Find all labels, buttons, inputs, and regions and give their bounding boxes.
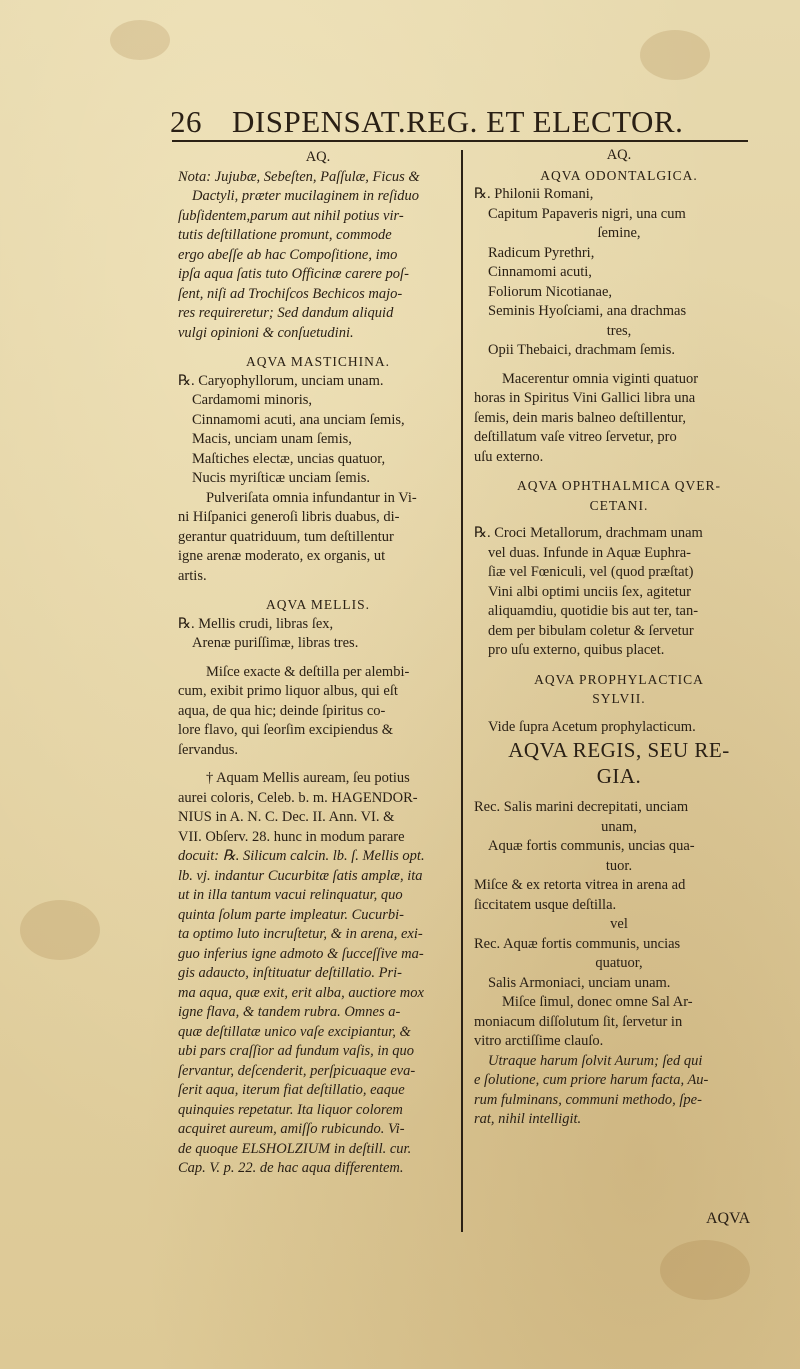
text-line: lb. vj. indantur Cucurbitæ ſatis amplæ, ita <box>178 867 423 884</box>
text-line: ma aqua, quæ exit, erit alba, auctiore mox <box>178 984 424 1001</box>
text-line: Miſce exacte & deſtilla per alembi- <box>206 663 410 680</box>
spacer <box>474 661 764 670</box>
left-column <box>178 148 458 1179</box>
section-heading: AQVA REGIS, SEU RE- <box>508 738 730 762</box>
spacer <box>178 654 458 663</box>
text-line: quinquies repetatur. Ita liquor colorem <box>178 1101 403 1118</box>
text-line: quatuor, <box>595 955 643 971</box>
text-line: cum, exibit primo liquor albus, qui eſt <box>178 683 398 699</box>
running-title: DISPENSAT.REG. ET ELECTOR. <box>232 104 684 139</box>
text-line: AQ. <box>305 149 331 165</box>
text-line: Salis Armoniaci, unciam unam. <box>488 974 671 991</box>
text-line: Macis, unciam unam ſemis, <box>192 431 352 447</box>
text-line: Cap. V. p. 22. de hac aqua differentem. <box>178 1160 404 1176</box>
text-line: Miſce ſimul, donec omne Sal Ar- <box>502 994 693 1010</box>
paper-stain <box>20 900 100 960</box>
text-line: ℞. Mellis crudi, libras ſex, <box>178 615 334 632</box>
section-heading: AQVA PROPHYLACTICA <box>534 671 704 687</box>
text-line: VII. Obſerv. 28. hunc in modum parare <box>178 828 405 845</box>
text-line: Vide ſupra Acetum prophylacticum. <box>488 718 696 735</box>
text-line: Utraque harum ſolvit Aurum; ſed qui <box>488 1052 703 1069</box>
text-line: Aquæ fortis communis, uncias qua- <box>488 838 695 854</box>
paper-stain <box>640 30 710 80</box>
text-line: ta optimo luto incruſtetur, & in arena, exi- <box>178 926 423 942</box>
text-line: ſubſidentem,parum aut nihil potius vir- <box>178 207 404 224</box>
text-line: aqua, de qua hic; deinde ſpiritus co- <box>178 702 386 719</box>
text-line: aliquamdiu, quotidie bis aut ter, tan- <box>488 603 699 619</box>
column-divider <box>461 150 463 1232</box>
text-line: tres, <box>606 322 632 339</box>
spacer <box>178 586 458 595</box>
text-line: horas in Spiritus Vini Gallici libra una <box>474 390 696 406</box>
spacer <box>474 361 764 370</box>
text-line: gerantur quatriduum, tum deſtillentur <box>178 528 394 545</box>
spacer <box>474 789 764 798</box>
text-line: e ſolutione, cum priore harum facta, Au- <box>474 1072 709 1088</box>
text-line: Cinnamomi acuti, ana unciam ſemis, <box>192 411 405 428</box>
text-line: igne arenæ moderato, ex organis, ut <box>178 548 386 564</box>
text-line: ſerit aqua, iterum fiat deſtillatio, eaque <box>178 1082 405 1098</box>
text-line: ſiæ vel Fœniculi, vel (quod præſtat) <box>488 564 694 580</box>
text-line: tuor. <box>605 857 633 874</box>
text-line: moniacum diſſolutum ſit, ſervetur in <box>474 1013 683 1030</box>
running-header <box>170 104 750 144</box>
text-line: gis adaucto, inſtituatur deſtillatio. Pri- <box>178 965 402 981</box>
text-line: deſtillatum vaſe vitreo ſervetur, pro <box>474 429 677 445</box>
text-line: artis. <box>178 567 207 584</box>
text-line: quinta ſolum parte impleatur. Cucurbi- <box>178 906 404 923</box>
section-heading: AQVA OPHTHALMICA QVER- <box>516 478 721 493</box>
text-line: lore flavo, qui ſeorſim excipiendus & <box>178 722 394 738</box>
text-line: ſent, niſi ad Trochiſcos Bechicos majo- <box>178 285 403 302</box>
text-line: Opii Thebaici, drachmam ſemis. <box>488 342 675 358</box>
section-heading: SYLVII. <box>592 691 646 706</box>
text-line: AQ. <box>606 147 632 163</box>
text-line: ergo abeſſe ab hac Compoſitione, imo <box>178 246 398 263</box>
text-line: ſemis, dein maris balneo deſtillentur, <box>474 409 687 426</box>
text-line: ipſa aqua ſatis tuto Officinæ carere poſ- <box>178 266 409 282</box>
right-column <box>474 146 764 1130</box>
text-line: dem per bibulam coletur & ſervetur <box>488 622 694 639</box>
spacer <box>178 343 458 352</box>
text-line: Macerentur omnia viginti quatuor <box>502 370 699 387</box>
text-line: ℞. Croci Metallorum, drachmam unam <box>474 525 703 541</box>
text-line: Cinnamomi acuti, <box>488 264 592 280</box>
spacer <box>474 709 764 718</box>
text-line: Foliorum Nicotianae, <box>488 283 613 300</box>
text-line: unam, <box>601 818 637 835</box>
text-line: ℞. Caryophyllorum, unciam unam. <box>178 372 384 389</box>
text-line: Nucis myriſticæ unciam ſemis. <box>192 470 371 486</box>
text-line: Radicum Pyrethri, <box>488 244 595 261</box>
text-line: igne flava, & tandem rubra. Omnes a- <box>178 1004 401 1020</box>
spacer <box>474 467 764 476</box>
text-line: vel duas. Infunde in Aquæ Euphra- <box>488 544 691 561</box>
section-heading: CETANI. <box>589 497 649 513</box>
text-line: tutis deſtillatione promunt, commode <box>178 227 392 243</box>
text-line: Maſtiches electæ, uncias quatuor, <box>192 450 386 467</box>
section-heading: GIA. <box>596 764 642 788</box>
text-line: ut in illa tantum vacui relinquatur, quo <box>178 887 403 903</box>
text-line: Arenæ puriſſimæ, libras tres. <box>192 635 359 651</box>
text-line: Dactyli, præter mucilaginem in reſiduo <box>192 188 420 204</box>
text-line: guo inferius igne admoto & ſucceſſive ma- <box>178 945 424 962</box>
text-line: ſervantur, deſcenderit, perſpicuaque eva- <box>178 1062 416 1079</box>
text-line: vel <box>610 916 628 932</box>
paper-stain <box>110 20 170 60</box>
catchword: AQVA <box>706 1210 751 1227</box>
text-line: quæ deſtillatæ unico vaſe excipiantur, & <box>178 1023 411 1040</box>
text-line: ſemine, <box>597 225 641 241</box>
text-line: Miſce & ex retorta vitrea in arena ad <box>474 877 686 893</box>
text-line: Nota: Jujubæ, Sebeſten, Paſſulæ, Ficus & <box>178 168 420 185</box>
text-line: uſu externo. <box>474 448 544 465</box>
text-line: Seminis Hyoſciami, ana drachmas <box>488 303 687 319</box>
text-line: Pulveriſata omnia infundantur in Vi- <box>206 489 417 506</box>
paper-stain <box>660 1240 750 1300</box>
text-line: acquiret aureum, amiſſo rubicundo. Vi- <box>178 1121 405 1137</box>
header-rule <box>172 140 748 142</box>
text-line: vitro arctiſſime clauſo. <box>474 1033 604 1049</box>
text-line: Capitum Papaveris nigri, una cum <box>488 205 686 222</box>
page-number: 26 <box>170 104 202 139</box>
section-heading: AQVA MELLIS. <box>265 597 370 612</box>
text-line: NIUS in A. N. C. Dec. II. Ann. VI. & <box>178 809 395 825</box>
text-line: Vini albi optimi unciis ſex, agitetur <box>488 583 691 600</box>
text-line: res requireretur; Sed dandum aliquid <box>178 305 394 321</box>
text-line: pro uſu externo, quibus placet. <box>488 642 665 658</box>
text-line: rum fulminans, communi methodo, ſpe- <box>474 1091 702 1108</box>
text-line: Rec. Aquæ fortis communis, uncias <box>474 935 681 952</box>
text-line: ni Hiſpanici generoſi libris duabus, di- <box>178 509 400 525</box>
text-line: ubi pars craſſior ad fundum vaſis, in quo <box>178 1043 415 1059</box>
spacer <box>474 515 764 524</box>
text-line: ſervandus. <box>178 741 238 758</box>
text-line: aurei coloris, Celeb. b. m. HAGENDOR- <box>178 789 418 806</box>
text-line: † Aquam Mellis auream, ſeu potius <box>206 770 410 786</box>
text-line: ſiccitatem usque deſtilla. <box>474 896 617 913</box>
text-line: vulgi opinioni & conſuetudini. <box>178 324 354 341</box>
spacer <box>178 760 458 769</box>
text-line: rat, nihil intelligit. <box>474 1111 582 1127</box>
section-heading: AQVA ODONTALGICA. <box>540 167 698 183</box>
text-line: docuit: ℞. Silicum calcin. lb. ſ. Mellis opt. <box>178 848 425 864</box>
text-line: Cardamomi minoris, <box>192 392 313 408</box>
text-line: ℞. Philonii Romani, <box>474 186 594 202</box>
text-line: de quoque ELSHOLZIUM in deſtill. cur. <box>178 1140 412 1157</box>
text-line: Rec. Salis marini decrepitati, unciam <box>474 799 689 815</box>
section-heading: AQVA MASTICHINA. <box>245 354 390 369</box>
